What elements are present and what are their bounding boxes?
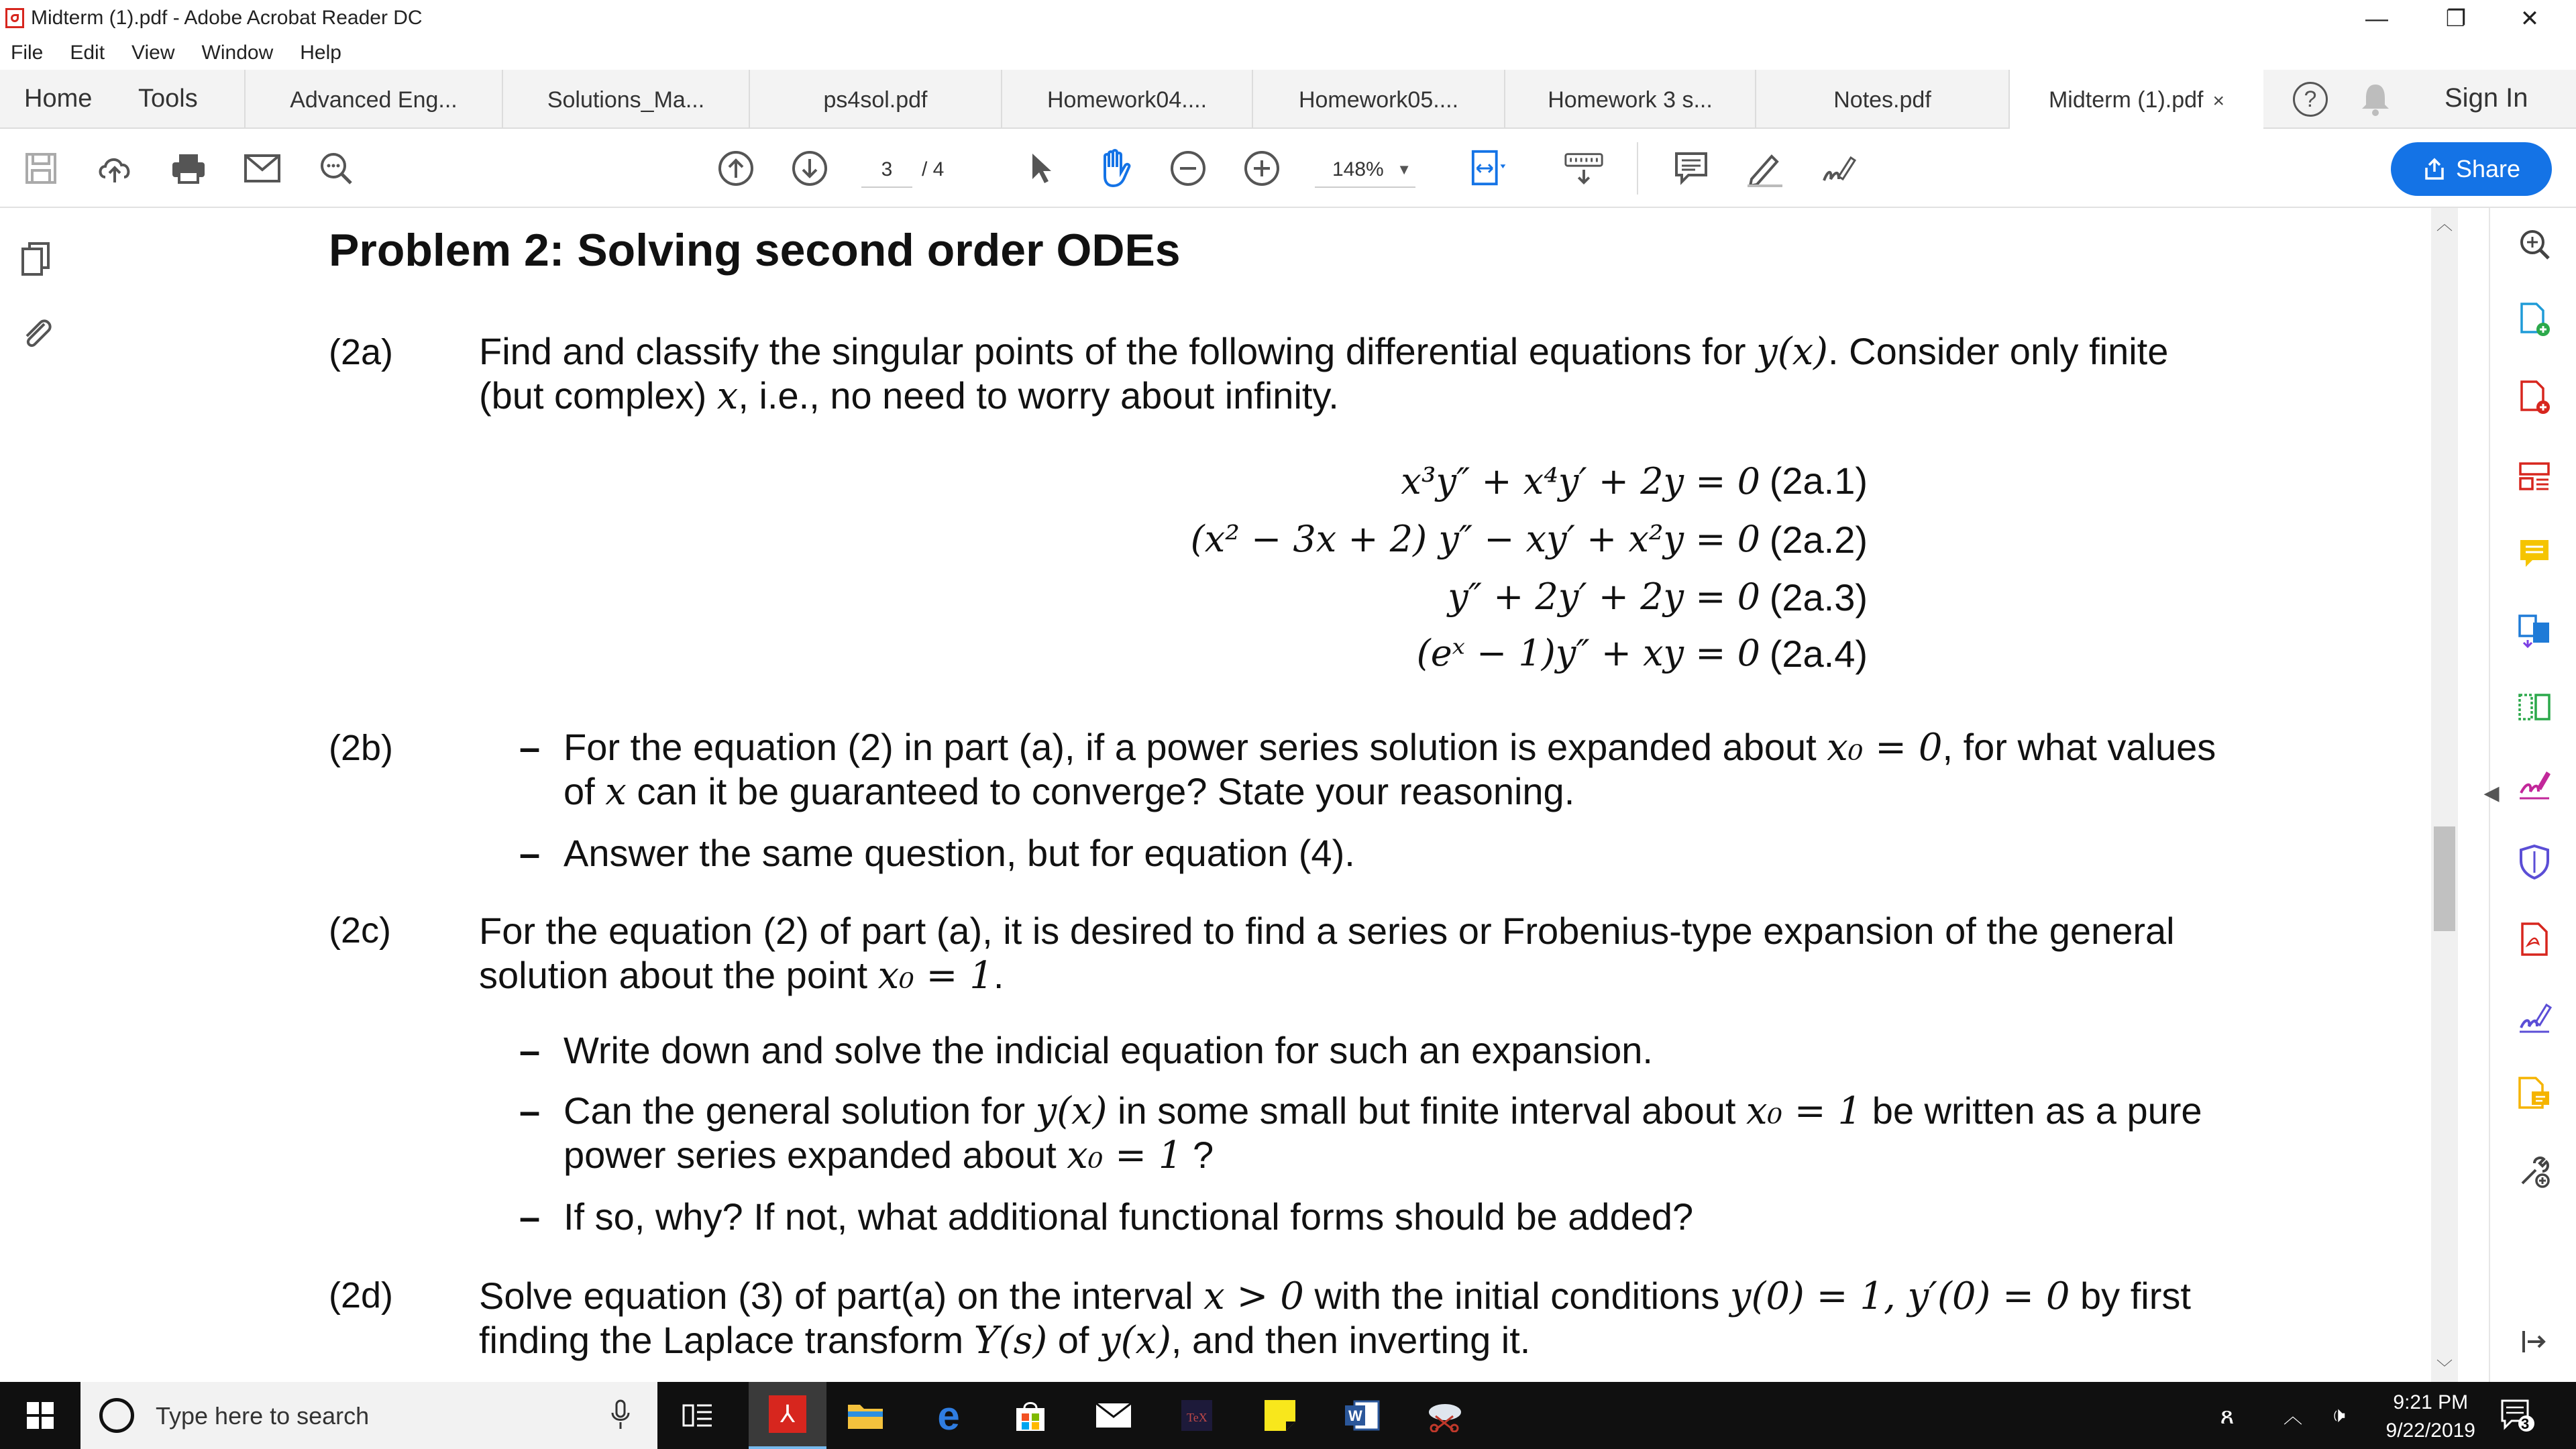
part-2c-text-line2: solution about the point x₀ = 1. xyxy=(479,954,1004,998)
zoom-value: 148% xyxy=(1332,158,1384,180)
send-for-comments-icon[interactable] xyxy=(2514,1073,2555,1114)
fill-and-sign-icon[interactable] xyxy=(2514,763,2555,804)
microsoft-store-icon[interactable] xyxy=(1010,1395,1051,1436)
sticky-notes-icon[interactable] xyxy=(1260,1395,1300,1436)
part-2d-text-line1: Solve equation (3) of part(a) on the interval x > 0 with the initial conditions y(0) = 1, y′(0) = 0 by first xyxy=(479,1275,2191,1318)
right-tools-pane xyxy=(2483,208,2576,1382)
home-tab[interactable]: Home xyxy=(24,85,93,113)
toolbar xyxy=(0,129,2576,208)
collapse-right-pane-icon[interactable]: ◀ xyxy=(2483,782,2500,804)
microphone-icon[interactable] xyxy=(610,1399,631,1435)
fill-sign-icon[interactable] xyxy=(1818,148,1860,189)
acrobat-app-icon xyxy=(5,8,24,28)
part-2b-bullet2: Answer the same question, but for equation (4). xyxy=(564,832,1355,874)
next-page-icon[interactable] xyxy=(789,148,830,189)
equation-number: (2a.2) xyxy=(1769,519,1868,561)
upload-cloud-icon[interactable] xyxy=(94,148,136,189)
window-title: Midterm (1).pdf - Adobe Acrobat Reader DC xyxy=(31,7,423,29)
part-2c-bullet1: Write down and solve the indicial equation for such an expansion. xyxy=(564,1029,1653,1071)
zoom-select[interactable] xyxy=(1315,153,1415,188)
email-icon[interactable] xyxy=(241,148,283,189)
keyboard-scroll-icon[interactable] xyxy=(1563,148,1605,189)
zoom-in-icon[interactable] xyxy=(1241,148,1283,189)
menu-edit[interactable]: Edit xyxy=(70,42,105,64)
equation-number: (2a.3) xyxy=(1769,576,1868,619)
scrollbar-thumb[interactable] xyxy=(2434,826,2455,931)
problem-heading: Problem 2: Solving second order ODEs xyxy=(329,225,1181,276)
windows-start-icon[interactable] xyxy=(20,1395,60,1436)
print-icon[interactable] xyxy=(168,148,209,189)
page-thumbnails-icon[interactable] xyxy=(16,239,56,279)
mail-icon[interactable] xyxy=(1093,1395,1134,1436)
doc-tab[interactable]: Homework04.... xyxy=(1001,70,1252,127)
menu-bar xyxy=(0,38,2576,70)
part-2d-text-line2: finding the Laplace transform Y(s) of y(x), and then inverting it. xyxy=(479,1319,1531,1362)
combine-files-icon[interactable] xyxy=(2514,610,2555,651)
scroll-down-arrow-icon[interactable]: ﹀ xyxy=(2436,1359,2453,1377)
sign-in-link[interactable]: Sign In xyxy=(2445,83,2528,113)
highlight-pen-icon[interactable] xyxy=(1744,148,1786,189)
menu-file[interactable]: File xyxy=(11,42,44,64)
clock-date: 9/22/2019 xyxy=(2385,1419,2475,1442)
equation-number: (2a.1) xyxy=(1769,460,1868,502)
share-label: Share xyxy=(2455,155,2521,182)
doc-tab-label: Midterm (1).pdf xyxy=(2048,87,2204,113)
find-search-icon[interactable] xyxy=(315,148,357,189)
help-icon[interactable]: ? xyxy=(2293,82,2328,117)
vertical-scrollbar[interactable] xyxy=(2431,208,2458,1382)
part-2a-text-line2: (but complex) x, i.e., no need to worry about infinity. xyxy=(479,374,1339,418)
menu-view[interactable]: View xyxy=(131,42,175,64)
pdf-page-view xyxy=(74,208,2431,1382)
task-view-icon[interactable] xyxy=(678,1395,718,1436)
menu-window[interactable]: Window xyxy=(201,42,274,64)
part-2c-bullet2-line1: Can the general solution for y(x) in some small but finite interval about x₀ = 1 be written as a pure xyxy=(564,1089,2202,1133)
equation-2a4: (eˣ − 1)y″ + xy = 0 xyxy=(1416,632,1760,674)
part-2c-bullet2-line2: power series expanded about x₀ = 1 ? xyxy=(564,1134,1214,1177)
doc-tab[interactable]: Notes.pdf xyxy=(1755,70,2008,127)
bullet-dash: – xyxy=(519,726,541,768)
notification-count-badge: 3 xyxy=(2521,1415,2530,1432)
part-label-2c: (2c) xyxy=(329,910,391,951)
notification-bell-icon[interactable] xyxy=(2359,82,2392,117)
tools-tab[interactable]: Tools xyxy=(138,85,198,113)
doc-tab[interactable]: ps4sol.pdf xyxy=(749,70,1001,127)
bullet-dash: – xyxy=(519,832,541,874)
total-pages: / 4 xyxy=(922,158,945,180)
page-number-input[interactable]: 3 xyxy=(861,153,912,188)
taskbar-acrobat-active[interactable] xyxy=(749,1382,826,1449)
texstudio-icon[interactable] xyxy=(1177,1395,1217,1436)
protect-shield-icon[interactable] xyxy=(2514,841,2555,881)
doc-tab[interactable]: Homework05.... xyxy=(1252,70,1504,127)
hand-tool-icon[interactable] xyxy=(1093,148,1135,189)
equation-2a1: x³y″ + x⁴y′ + 2y = 0 xyxy=(1401,460,1760,502)
bullet-dash: – xyxy=(519,1195,541,1238)
attachment-paperclip-icon[interactable] xyxy=(16,313,56,353)
show-hidden-icons-chevron-icon[interactable]: ︿ xyxy=(2283,1406,2302,1427)
system-clock[interactable] xyxy=(2386,1389,2475,1445)
taskbar-search-placeholder: Type here to search xyxy=(156,1402,370,1430)
more-tools-icon[interactable] xyxy=(2514,1151,2555,1191)
part-2b-bullet1-line2: of x can it be guaranteed to converge? State your reasoning. xyxy=(564,770,1575,814)
select-cursor-icon[interactable] xyxy=(1020,148,1061,189)
part-2c-text-line1: For the equation (2) of part (a), it is desired to find a series or Frobenius-type expansion of the general xyxy=(479,910,2175,952)
part-2b-bullet1-line1: For the equation (2) in part (a), if a power series solution is expanded about x₀ = 0, for what values xyxy=(564,726,2216,769)
equation-2a2: (x² − 3x + 2) y″ − xy′ + x²y = 0 xyxy=(1190,518,1760,560)
close-tab-icon[interactable]: × xyxy=(2212,90,2225,112)
edit-pdf-icon[interactable] xyxy=(2514,687,2555,727)
word-icon[interactable] xyxy=(1342,1395,1382,1436)
chevron-down-icon: ▼ xyxy=(1397,161,1411,178)
doc-tab[interactable]: Solutions_Ma... xyxy=(502,70,749,127)
export-pdf-icon[interactable] xyxy=(2514,299,2555,339)
clock-time: 9:21 PM xyxy=(2393,1391,2469,1413)
fit-page-icon[interactable] xyxy=(1469,148,1511,189)
windows-taskbar xyxy=(0,1382,2576,1449)
send-for-signature-icon[interactable] xyxy=(2514,997,2555,1037)
doc-tab[interactable]: Advanced Eng... xyxy=(244,70,502,127)
action-center-icon[interactable] xyxy=(2498,1397,2536,1434)
part-2a-text-line1: Find and classify the singular points of the following differential equations for y(x). Consider only finite xyxy=(479,330,2169,374)
previous-page-icon[interactable] xyxy=(715,148,757,189)
volume-speaker-icon[interactable]: 🕩 xyxy=(2331,1403,2346,1427)
doc-tab[interactable]: Homework 3 s... xyxy=(1504,70,1755,127)
part-2c-bullet3: If so, why? If not, what additional functional forms should be added? xyxy=(564,1195,1694,1238)
part-label-2d: (2d) xyxy=(329,1275,394,1316)
equation-number: (2a.4) xyxy=(1769,633,1868,675)
minimize-button[interactable]: — xyxy=(2365,5,2388,32)
title-bar xyxy=(0,0,2576,38)
svg-text:W: W xyxy=(1348,1407,1362,1424)
comment-icon[interactable] xyxy=(1670,148,1712,189)
doc-tab-active[interactable] xyxy=(2008,70,2263,129)
equation-2a3: y″ + 2y′ + 2y = 0 xyxy=(1448,576,1760,618)
zoom-out-icon[interactable] xyxy=(1167,148,1209,189)
zoom-search-icon[interactable] xyxy=(2514,224,2555,264)
acrobat-taskbar-icon: ⅄ xyxy=(769,1395,806,1433)
share-icon xyxy=(2422,157,2447,181)
organize-pages-icon[interactable] xyxy=(2514,456,2555,496)
people-icon[interactable]: ጸ xyxy=(2220,1401,2235,1429)
edge-browser-icon[interactable]: e xyxy=(937,1393,960,1438)
scroll-up-arrow-icon[interactable]: ︿ xyxy=(2436,215,2453,233)
share-button[interactable] xyxy=(2391,142,2552,196)
save-icon[interactable] xyxy=(20,148,62,189)
taskbar-search-box[interactable] xyxy=(80,1382,657,1449)
part-label-2b: (2b) xyxy=(329,728,394,768)
collapse-tools-pane-icon[interactable] xyxy=(2514,1322,2555,1362)
restore-button[interactable]: ❐ xyxy=(2445,6,2467,32)
cortana-circle-icon xyxy=(99,1398,134,1433)
comment-tool-icon[interactable] xyxy=(2514,534,2555,574)
export-pdf-red-icon[interactable] xyxy=(2514,919,2555,959)
svg-text:TeX: TeX xyxy=(1187,1411,1208,1424)
snipping-tool-icon[interactable] xyxy=(1425,1395,1465,1436)
bullet-dash: – xyxy=(519,1029,541,1071)
part-label-2a: (2a) xyxy=(329,332,394,372)
menu-help[interactable]: Help xyxy=(300,42,341,64)
left-navigation-pane xyxy=(0,208,74,1382)
close-window-button[interactable]: ✕ xyxy=(2520,6,2540,32)
tab-bar xyxy=(0,70,2576,129)
bullet-dash: – xyxy=(519,1089,541,1132)
file-explorer-icon[interactable] xyxy=(845,1395,885,1436)
create-pdf-icon[interactable] xyxy=(2514,377,2555,417)
